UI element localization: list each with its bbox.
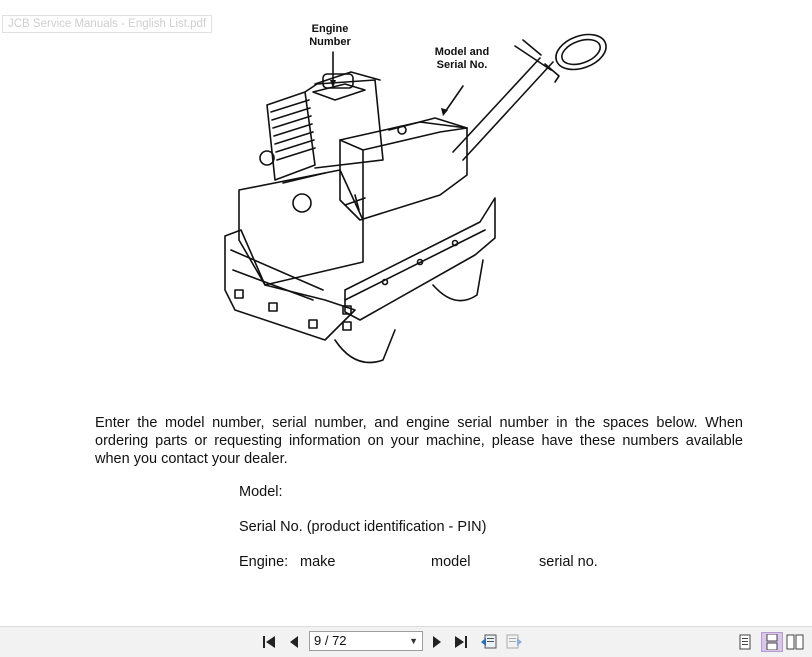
page-selector[interactable] [309, 631, 423, 651]
continuous-view-icon[interactable] [761, 632, 783, 652]
go-back-icon[interactable] [480, 633, 498, 651]
roller-illustration [205, 0, 635, 375]
model-field-label: Model: [239, 484, 283, 500]
instructions-paragraph: Enter the model number, serial number, and engine serial number in the spaces below. When ordering parts or requesting information on your machine, please have these numbers available when you contact your dealer. [95, 415, 743, 467]
engine-field-label: Engine: [239, 554, 289, 570]
serial-field-label: Serial No. (product identification - PIN) [239, 519, 487, 535]
engine-model-label: model [431, 554, 471, 570]
two-page-view-icon[interactable] [786, 633, 804, 651]
engine-make-label: make [300, 554, 336, 570]
next-page-icon[interactable] [428, 633, 446, 651]
page-indicator: 9 / 72 [314, 633, 347, 648]
document-tab-title[interactable]: JCB Service Manuals - English List.pdf [2, 15, 212, 33]
last-page-icon[interactable] [452, 633, 470, 651]
pdf-navigation-toolbar [0, 626, 812, 657]
first-page-icon[interactable] [260, 633, 278, 651]
engine-serial-label: serial no. [539, 554, 598, 570]
single-page-view-icon[interactable] [736, 633, 754, 651]
engine-number-callout: Engine Number [309, 23, 351, 48]
go-forward-icon[interactable] [505, 633, 523, 651]
chevron-down-icon: ▼ [409, 636, 418, 646]
model-serial-callout: Model and Serial No. [434, 46, 490, 71]
previous-page-icon[interactable] [285, 633, 303, 651]
